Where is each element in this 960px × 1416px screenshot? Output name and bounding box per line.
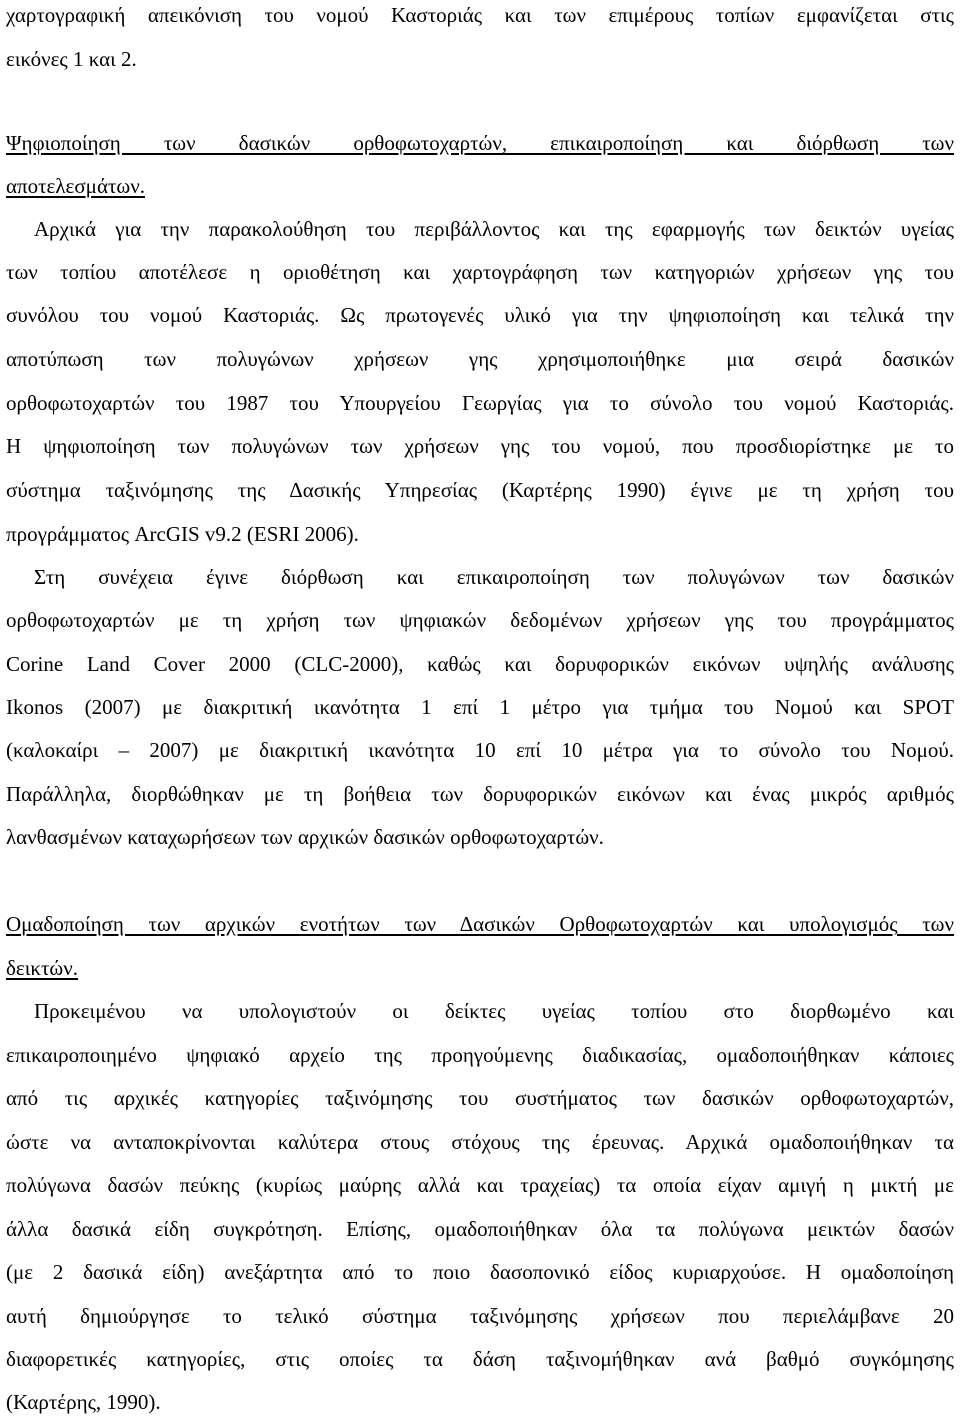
- paragraph-first-line: Προκειμένου να υπολογιστούν οι δείκτες υγείας τοπίου στο διορθωμένο και: [34, 999, 954, 1023]
- text-line: εικόνες 1 και 2.: [6, 47, 137, 71]
- text-line: διαφορετικές κατηγορίες, στις οποίες τα δάση ταξινομήθηκαν ανά βαθμό συγκόμησης: [6, 1347, 954, 1371]
- text-line: επικαιροποιημένο ψηφιακό αρχείο της προηγούμενης διαδικασίας, ομαδοποιήθηκαν κάποιες: [6, 1043, 954, 1067]
- text-line: Η ψηφιοποίηση των πολυγώνων των χρήσεων γης του νομού, που προσδιορίστηκε με το: [6, 434, 954, 458]
- text-line: (Καρτέρης, 1990).: [6, 1390, 161, 1414]
- text-line: (καλοκαίρι – 2007) με διακριτική ικανότητα 10 επί 10 μέτρα για το σύνολο του Νομού.: [6, 738, 954, 762]
- text-line: των τοπίου αποτέλεσε η οριοθέτηση και χαρτογράφηση των κατηγοριών χρήσεων γης του: [6, 260, 954, 284]
- text-line: λανθασμένων καταχωρήσεων των αρχικών δασικών ορθοφωτοχαρτών.: [6, 825, 604, 849]
- text-line: από τις αρχικές κατηγορίες ταξινόμησης του συστήματος των δασικών ορθοφωτοχαρτών,: [6, 1086, 954, 1110]
- text-line: χαρτογραφική απεικόνιση του νομού Καστοριάς και των επιμέρους τοπίων εμφανίζεται στις: [6, 3, 954, 27]
- section-heading-line: αποτελεσμάτων.: [6, 174, 145, 198]
- text-line: Corine Land Cover 2000 (CLC-2000), καθώς και δορυφορικών εικόνων υψηλής ανάλυσης: [6, 652, 954, 676]
- text-line: αποτύπωση των πολυγώνων χρήσεων γης χρησιμοποιήθηκε μια σειρά δασικών: [6, 347, 954, 371]
- text-line: προγράμματος ArcGIS v9.2 (ESRI 2006).: [6, 522, 359, 546]
- paragraph-first-line: Αρχικά για την παρακολούθηση του περιβάλλοντος και της εφαρμογής των δεικτών υγείας: [34, 217, 954, 241]
- section-heading-line: Ψηφιοποίηση των δασικών ορθοφωτοχαρτών, επικαιροποίηση και διόρθωση των: [6, 131, 954, 155]
- text-line: αυτή δημιούργησε το τελικό σύστημα ταξινόμησης χρήσεων που περιελάμβανε 20: [6, 1304, 954, 1328]
- text-line: άλλα δασικά είδη συγκρότηση. Επίσης, ομαδοποιήθηκαν όλα τα πολύγωνα μεικτών δασών: [6, 1217, 954, 1241]
- text-line: σύστημα ταξινόμησης της Δασικής Υπηρεσίας (Καρτέρης 1990) έγινε με τη χρήση του: [6, 478, 954, 502]
- text-line: ορθοφωτοχαρτών του 1987 του Υπουργείου Γεωργίας για το σύνολο του νομού Καστοριάς.: [6, 391, 954, 415]
- section-heading-line: δεικτών.: [6, 956, 78, 980]
- text-line: Παράλληλα, διορθώθηκαν με τη βοήθεια των δορυφορικών εικόνων και ένας μικρός αριθμός: [6, 782, 954, 806]
- text-line: συνόλου του νομού Καστοριάς. Ως πρωτογενές υλικό για την ψηφιοποίηση και τελικά την: [6, 303, 954, 327]
- section-heading-line: Ομαδοποίηση των αρχικών ενοτήτων των Δασικών Ορθοφωτοχαρτών και υπολογισμός των: [6, 912, 954, 936]
- text-line: πολύγωνα δασών πεύκης (κυρίως μαύρης αλλά και τραχείας) τα οποία είχαν αμιγή η μικτή με: [6, 1173, 954, 1197]
- paragraph-first-line: Στη συνέχεια έγινε διόρθωση και επικαιροποίηση των πολυγώνων των δασικών: [34, 565, 954, 589]
- text-line: ώστε να ανταποκρίνονται καλύτερα στους στόχους της έρευνας. Αρχικά ομαδοποιήθηκαν τα: [6, 1130, 954, 1154]
- text-line: (με 2 δασικά είδη) ανεξάρτητα από το ποιο δασοπονικό είδος κυριαρχούσε. Η ομαδοποίηση: [6, 1260, 954, 1284]
- text-line: ορθοφωτοχαρτών με τη χρήση των ψηφιακών δεδομένων χρήσεων γης του προγράμματος: [6, 608, 954, 632]
- text-line: Ikonos (2007) με διακριτική ικανότητα 1 επί 1 μέτρο για τμήμα του Νομού και SPOT: [6, 695, 954, 719]
